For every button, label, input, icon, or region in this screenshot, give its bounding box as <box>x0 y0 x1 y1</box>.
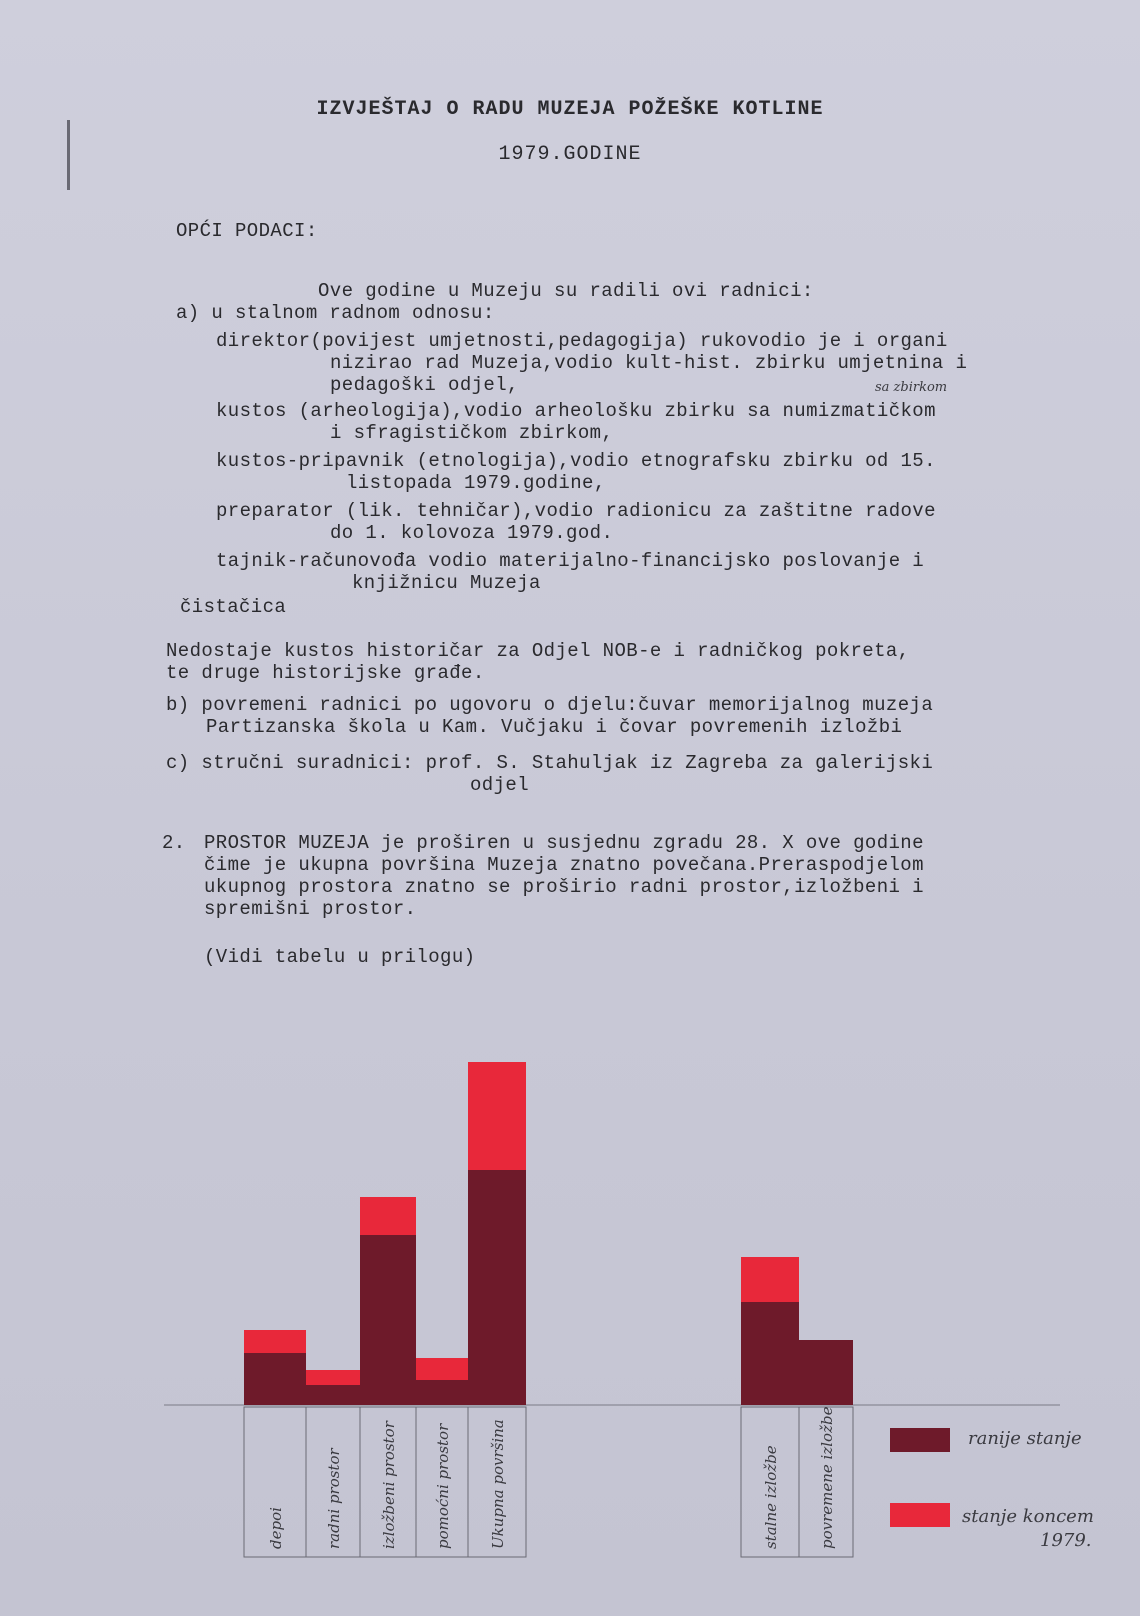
staff-line: direktor(povijest umjetnosti,pedagogija) rukovodio je i organi <box>216 330 948 352</box>
bar-earlier-1 <box>306 1385 360 1405</box>
legend-label-end: stanje koncem <box>962 1506 1094 1527</box>
legend-swatch-earlier <box>890 1428 950 1452</box>
staff-line: do 1. kolovoza 1979.god. <box>330 522 614 544</box>
bar-end-5 <box>741 1257 799 1302</box>
bar-earlier-3 <box>416 1380 468 1405</box>
table-reference-note: (Vidi tabelu u prilogu) <box>204 946 476 968</box>
bar-end-3 <box>416 1358 468 1380</box>
category-label: pomoćni prostor <box>434 1423 452 1549</box>
staff-line: kustos-pripavnik (etnologija),vodio etnografsku zbirku od 15. <box>216 450 936 472</box>
legend-label-earlier: ranije stanje <box>968 1428 1082 1449</box>
intro-line: Ove godine u Muzeju su radili ovi radnici: <box>318 280 814 302</box>
item-c-line: odjel <box>470 774 530 796</box>
legend-label-end-year: 1979. <box>1040 1530 1092 1551</box>
item-c-line: c) stručni suradnici: prof. S. Stahuljak iz Zagreba za galerijski <box>166 752 934 774</box>
bar-earlier-2 <box>360 1235 416 1405</box>
category-label: radni prostor <box>325 1448 343 1549</box>
report-year: 1979.GODINE <box>498 143 642 166</box>
bar-earlier-6 <box>799 1340 853 1405</box>
item-a-label: a) u stalnom radnom odnosu: <box>176 302 495 324</box>
bar-earlier-0 <box>244 1353 306 1405</box>
staff-line: tajnik-računovođa vodio materijalno-financijsko poslovanje i <box>216 550 925 572</box>
staff-line: čistačica <box>180 596 287 618</box>
staff-line: i sfragističkom zbirkom, <box>330 422 614 444</box>
item-b-line: b) povremeni radnici po ugovoru o djelu:čuvar memorijalnog muzeja <box>166 694 934 716</box>
section2-line: PROSTOR MUZEJA je proširen u susjednu zgradu 28. X ove godine <box>204 832 924 854</box>
staff-line: kustos (arheologija),vodio arheološku zbirku sa numizmatičkom <box>216 400 936 422</box>
category-label: stalne izložbe <box>762 1445 780 1549</box>
handwritten-insert: sa zbirkom <box>875 380 948 395</box>
staff-line: pedagoški odjel, <box>330 374 519 396</box>
bar-end-1 <box>306 1370 360 1385</box>
section-heading: OPĆI PODACI: <box>176 220 318 242</box>
section2-line: čime je ukupna površina Muzeja znatno povečana.Preraspodjelom <box>204 854 924 876</box>
category-label: povremene izložbe <box>818 1406 836 1549</box>
item-b-line: Partizanska škola u Kam. Vučjaku i čovar povremenih izložbi <box>206 716 903 738</box>
bar-end-0 <box>244 1330 306 1353</box>
bar-end-4 <box>468 1062 526 1170</box>
category-label: depoi <box>267 1507 285 1549</box>
bar-end-2 <box>360 1197 416 1235</box>
missing-line: Nedostaje kustos historičar za Odjel NOB-e i radničkog pokreta, <box>166 640 910 662</box>
section2-line: ukupnog prostora znatno se proširio radni prostor,izložbeni i <box>204 876 924 898</box>
section2-number: 2. <box>162 832 186 854</box>
section2-line: spremišni prostor. <box>204 898 417 920</box>
legend-swatch-end <box>890 1503 950 1527</box>
report-title: IZVJEŠTAJ O RADU MUZEJA POŽEŠKE KOTLINE <box>316 98 824 121</box>
staff-line: preparator (lik. tehničar),vodio radionicu za zaštitne radove <box>216 500 936 522</box>
staff-line: knjižnicu Muzeja <box>352 572 541 594</box>
missing-line: te druge historijske građe. <box>166 662 485 684</box>
staff-line: nizirao rad Muzeja,vodio kult-hist. zbirku umjetnina i <box>330 352 968 374</box>
staff-line: listopada 1979.godine, <box>346 472 606 494</box>
category-label: izložbeni prostor <box>380 1421 398 1549</box>
category-label: Ukupna površina <box>489 1419 507 1549</box>
bar-earlier-5 <box>741 1302 799 1405</box>
bar-earlier-4 <box>468 1170 526 1405</box>
